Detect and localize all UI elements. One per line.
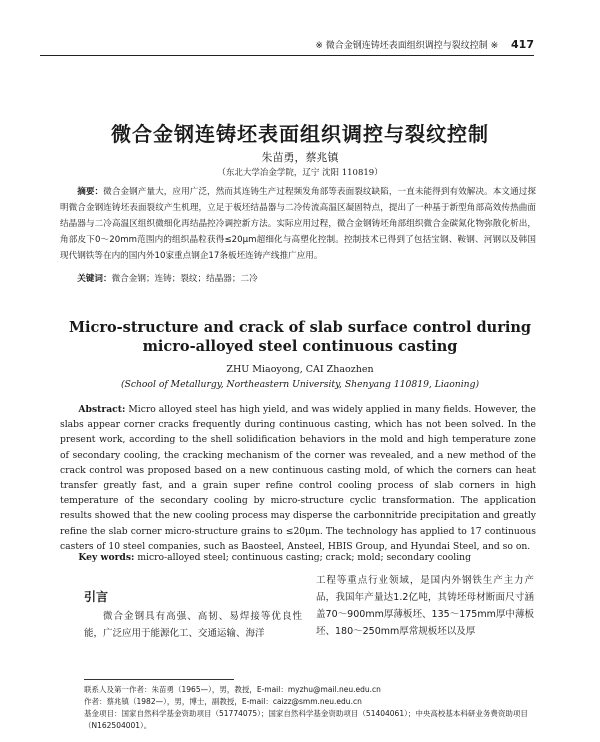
keywords-english-label: Key words: bbox=[78, 552, 135, 563]
running-header bbox=[40, 38, 534, 52]
keywords-english-text: micro-alloyed steel; continuous casting; crack; mold; secondary cooling bbox=[137, 552, 471, 563]
abstract-english-label: Abstract: bbox=[78, 404, 126, 415]
authors-english: ZHU Miaoyong, CAI Zhaozhen bbox=[226, 364, 374, 375]
running-title: ※ 微合金钢连铸坯表面组织调控与裂纹控制 ※ bbox=[315, 41, 499, 51]
footnote-author: 作者：蔡兆镇（1982—），男，博士，副教授，E-mail：caizz@smm.neu.edu.cn bbox=[84, 697, 362, 706]
header-rule bbox=[40, 55, 534, 56]
intro-heading: 引言 bbox=[84, 590, 109, 604]
abstract-english bbox=[60, 402, 536, 554]
intro-left-column: 微合金钢具有高强、高韧、易焊接等优良性能，广泛应用于能源化工、交通运输、海洋 bbox=[84, 611, 302, 639]
title-english-line1: Micro-structure and crack of slab surface control during bbox=[68, 319, 532, 336]
affiliation-english: (School of Metallurgy, Northeastern University, Shenyang 110819, Liaoning) bbox=[120, 379, 480, 390]
abstract-chinese-label: 摘要： bbox=[77, 187, 104, 197]
footnote-contact: 联系人及第一作者：朱苗勇（1965—），男，教授，E-mail：myzhu@mail.neu.edu.cn bbox=[84, 685, 381, 694]
title-english bbox=[0, 318, 600, 356]
abstract-chinese bbox=[60, 184, 536, 264]
keywords-chinese-label: 关键词： bbox=[77, 274, 112, 284]
authors-chinese: 朱苗勇，蔡兆镇 bbox=[261, 151, 339, 164]
page-number: 417 bbox=[511, 38, 534, 51]
footnotes bbox=[84, 684, 544, 732]
footnote-rule bbox=[84, 679, 234, 680]
footnote-funding: 基金项目：国家自然科学基金资助项目（51774075）；国家自然科学基金资助项目（51404061）；中央高校基本科研业务费资助项目（N162504001）。 bbox=[84, 709, 528, 730]
title-chinese: 微合金钢连铸坯表面组织调控与裂纹控制 bbox=[111, 122, 489, 146]
abstract-english-text: Micro alloyed steel has high yield, and was widely applied in many fields. However, the slabs appear corner cracks frequently during continuous casting, which has not been solved. In the present work, according to the shell solidification behaviors in the mold and high temperature zone of secondary cooling, the cracking mechanism of the corner was revealed, and a new method of the crack control was proposed based on a new continuous casting mold, of which the corners can heat transfer greatly fast, and a grain super refine control cooling process of slab corners in high temperature of the secondary cooling by micro-structure cyclic transformation. The application results showed that the new cooling process may disperse the carbonnitride precipitation and greatly refine the slab corner micro-structure grains to ≤20μm. The technology has applied to 17 continuous casters of 10 steel companies, such as Baosteel, Ansteel, HBIS Group, and Hyundai Steel, and so on. bbox=[60, 404, 536, 552]
keywords-chinese-text: 微合金钢；连铸；裂纹；结晶器；二冷 bbox=[111, 274, 258, 284]
title-english-line2: micro-alloyed steel continuous casting bbox=[142, 338, 458, 355]
abstract-chinese-text: 微合金钢产量大，应用广泛，然而其连铸生产过程频发角部等表面裂纹缺陷，一直未能得到有效解决。本文通过探明微合金钢连铸坯表面裂纹产生机理，立足于板坯结晶器与二冷传流高温区凝固特点，提出了一种基于新型角部高效传热曲面结晶器与二冷高温区组织微细化再结晶控冷调控新方法。实际应用过程，微合金钢铸坯角部组织微合金碳氮化物弥散化析出，角部皮下0～20mm范围内的组织晶粒获得≤20μm超细化与高塑化控制。控制技术已得到了包括宝钢、鞍钢、河钢以及韩国现代钢铁等在内的国内外10家重点钢企17条板坯连铸产线推广应用。 bbox=[60, 187, 536, 261]
keywords-chinese bbox=[60, 272, 536, 284]
intro-right-column: 工程等重点行业领域，是国内外钢铁生产主力产品，我国年产量达1.2亿吨，其铸坯母材断面尺寸涵盖70～900mm厚薄板坯、135～175mm厚中薄板坯、180～250mm厚常规板坯以及厚 bbox=[316, 575, 534, 637]
affiliation-chinese: （东北大学冶金学院，辽宁 沈阳 110819） bbox=[217, 168, 383, 178]
keywords-english bbox=[60, 552, 536, 563]
